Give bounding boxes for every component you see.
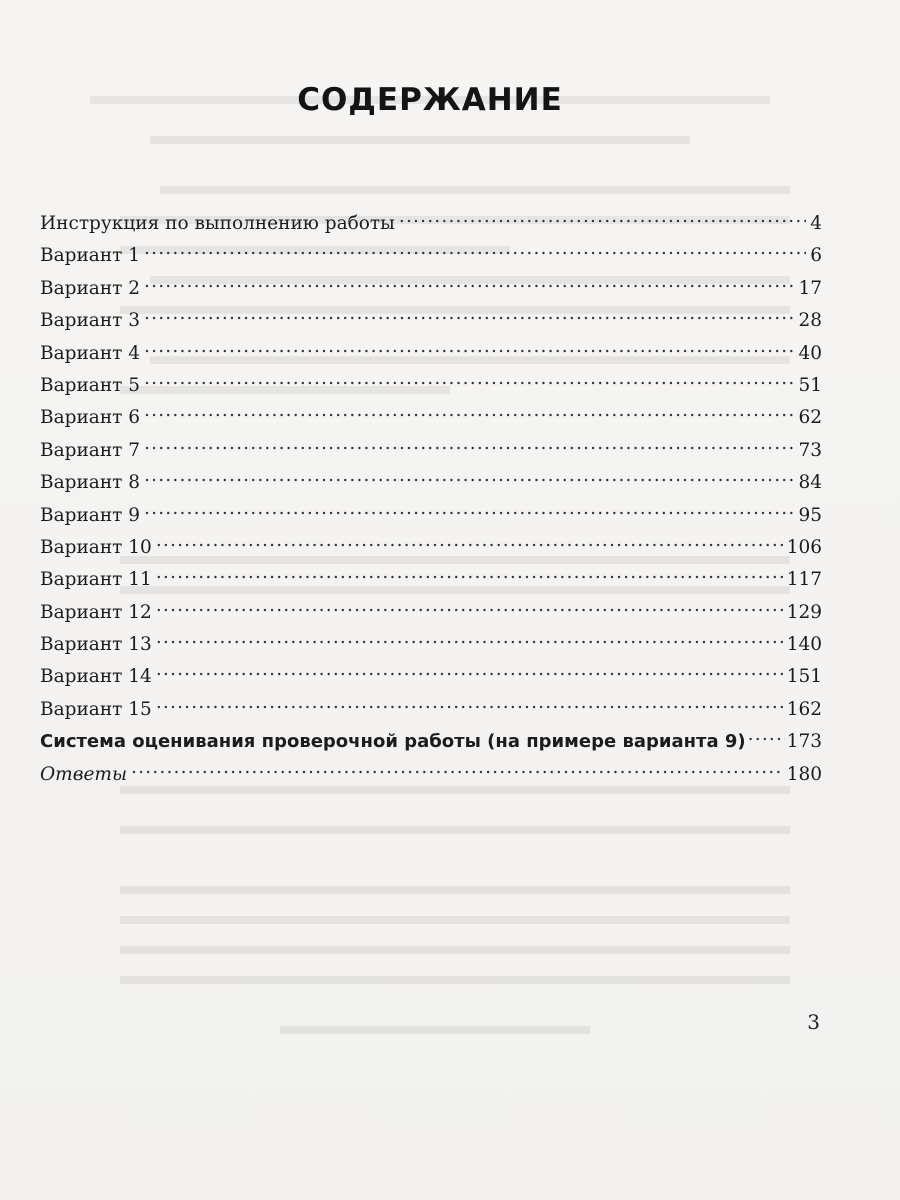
toc-entry-answers[interactable]	[40, 759, 822, 791]
toc-entry-page: 180	[786, 763, 822, 785]
toc-leader-dots	[156, 664, 783, 682]
toc-entry-label: Вариант 4	[40, 342, 141, 364]
toc-leader-dots	[156, 535, 783, 553]
toc-entry-page: 6	[810, 245, 822, 267]
toc-entry-page: 73	[798, 439, 822, 461]
toc-entry-page: 17	[798, 277, 822, 299]
toc-entry-variant-2[interactable]	[40, 273, 822, 305]
toc-entry-page: 117	[786, 569, 822, 591]
toc-entry-label: Вариант 15	[40, 698, 152, 720]
page-title: СОДЕРЖАНИЕ	[297, 82, 563, 118]
toc-entry-page: 40	[798, 342, 822, 364]
toc-entry-label: Вариант 1	[40, 245, 141, 267]
toc-entry-label: Вариант 11	[40, 569, 152, 591]
toc-entry-label: Вариант 6	[40, 407, 141, 429]
toc-leader-dots	[144, 470, 794, 488]
toc-entry-grading-system[interactable]	[40, 726, 822, 758]
toc-leader-dots	[144, 308, 794, 326]
toc-entry-variant-7[interactable]	[40, 435, 822, 467]
toc-entry-page: 151	[786, 666, 822, 688]
toc-entry-label: Вариант 8	[40, 472, 141, 494]
toc-entry-page: 106	[786, 536, 822, 558]
toc-entry-label: Вариант 3	[40, 310, 141, 332]
toc-entry-label: Вариант 5	[40, 374, 141, 396]
toc-leader-dots	[144, 503, 794, 521]
toc-entry-label: Вариант 10	[40, 536, 152, 558]
toc-entry-page: 62	[798, 407, 822, 429]
toc-entry-variant-9[interactable]	[40, 500, 822, 532]
toc-leader-dots	[156, 567, 783, 585]
toc-leader-dots	[156, 697, 783, 715]
toc-leader-dots	[748, 729, 785, 747]
toc-entry-label: Вариант 2	[40, 277, 141, 299]
toc-entry-label: Ответы	[40, 763, 128, 785]
toc-entry-variant-5[interactable]	[40, 370, 822, 402]
toc-leader-dots	[144, 373, 794, 391]
toc-entry-label: Вариант 9	[40, 504, 141, 526]
toc-entry-label: Вариант 13	[40, 634, 152, 656]
toc-entry-variant-6[interactable]	[40, 402, 822, 434]
toc-leader-dots	[144, 276, 794, 294]
toc-leader-dots	[156, 600, 783, 618]
toc-leader-dots	[144, 243, 806, 261]
toc-entry-instructions[interactable]	[40, 208, 822, 240]
toc-entry-variant-13[interactable]	[40, 629, 822, 661]
toc-entry-variant-1[interactable]	[40, 240, 822, 272]
toc-entry-variant-8[interactable]	[40, 467, 822, 499]
toc-entry-label: Вариант 12	[40, 601, 152, 623]
toc-leader-dots	[144, 438, 794, 456]
toc-entry-variant-11[interactable]	[40, 564, 822, 596]
toc-leader-dots	[156, 632, 783, 650]
toc-entry-variant-12[interactable]	[40, 597, 822, 629]
page-number: 3	[807, 1010, 820, 1034]
toc-entry-label: Вариант 14	[40, 666, 152, 688]
toc-entry-variant-14[interactable]	[40, 661, 822, 693]
toc-entry-label: Вариант 7	[40, 439, 141, 461]
toc-leader-dots	[144, 341, 794, 359]
toc-entry-page: 95	[798, 504, 822, 526]
toc-entry-page: 4	[810, 213, 822, 234]
toc-entry-label: Система оценивания проверочной работы (на примере варианта 9)	[40, 731, 746, 753]
toc-entry-variant-3[interactable]	[40, 305, 822, 337]
table-of-contents	[40, 208, 822, 791]
toc-leader-dots	[399, 211, 806, 229]
toc-entry-label: Инструкция по выполнению работы	[40, 213, 395, 234]
toc-entry-page: 28	[798, 310, 822, 332]
toc-entry-page: 173	[786, 731, 822, 753]
toc-entry-variant-15[interactable]	[40, 694, 822, 726]
toc-entry-page: 84	[798, 472, 822, 494]
toc-entry-page: 51	[798, 374, 822, 396]
toc-entry-page: 129	[786, 601, 822, 623]
toc-entry-page: 162	[786, 698, 822, 720]
toc-leader-dots	[144, 405, 794, 423]
toc-entry-page: 140	[786, 634, 822, 656]
toc-entry-variant-4[interactable]	[40, 338, 822, 370]
toc-entry-variant-10[interactable]	[40, 532, 822, 564]
toc-leader-dots	[131, 762, 783, 780]
